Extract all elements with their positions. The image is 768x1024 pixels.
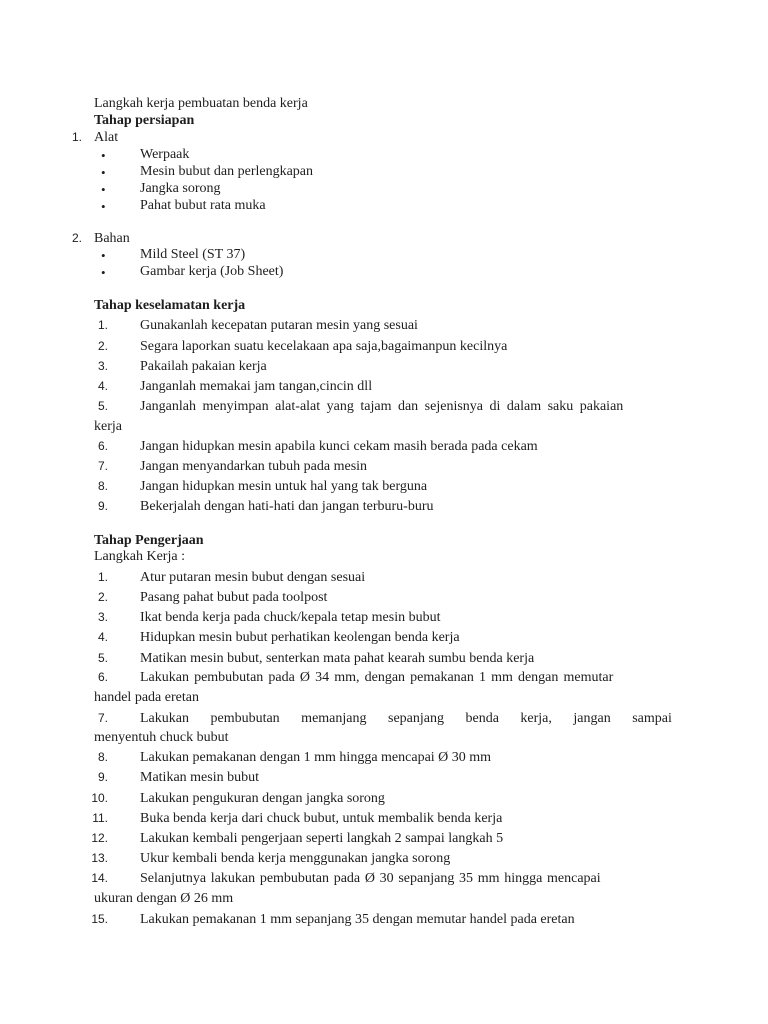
item-number: 5. [97, 399, 108, 413]
list-item: Hidupkan mesin bubut perhatikan keolengan benda kerja [140, 630, 460, 645]
list-item: Bekerjalah dengan hati-hati dan jangan terburu-buru [140, 499, 434, 514]
list-item: Jangan menyandarkan tubuh pada mesin [140, 459, 368, 474]
item-number: 7. [97, 459, 108, 473]
justified-line [140, 398, 676, 415]
list-item: Janganlah memakai jam tangan,cincin dll [140, 379, 373, 394]
intro-line: Langkah kerja pembuatan benda kerja [94, 96, 308, 111]
list-item: Selanjutnya lakukan pembubutan pada Ø 30 sepanjang 35 mm hingga mencapai [140, 871, 601, 886]
item-number: 2. [97, 590, 108, 604]
bullet-icon: • [101, 165, 106, 180]
list-item: Pasang pahat bubut pada toolpost [140, 590, 328, 605]
list-item: Buka benda kerja dari chuck bubut, untuk membalik benda kerja [140, 811, 503, 826]
bullet-icon: • [101, 199, 106, 214]
item-number: 9. [97, 770, 108, 784]
group-number: 1. [71, 130, 82, 144]
item-number: 14. [91, 871, 108, 885]
item-number: 5. [97, 651, 108, 665]
bullet-icon: • [101, 265, 106, 280]
list-item: Jangka sorong [140, 181, 221, 196]
group-title-alat: Alat [94, 130, 119, 145]
list-item: Atur putaran mesin bubut dengan sesuai [140, 570, 366, 585]
subheading-langkah-kerja: Langkah Kerja : [94, 549, 185, 564]
list-item-continuation: ukuran dengan Ø 26 mm [94, 891, 234, 906]
list-item: Werpaak [140, 147, 190, 162]
list-item: Gunakanlah kecepatan putaran mesin yang sesuai [140, 318, 418, 333]
item-number: 2. [97, 339, 108, 353]
list-item-continuation: menyentuh chuck bubut [94, 730, 229, 745]
list-item: Pahat bubut rata muka [140, 198, 266, 213]
list-item: Matikan mesin bubut [140, 770, 259, 785]
list-item: Mesin bubut dan perlengkapan [140, 164, 314, 179]
list-item: Lakukan pembubutan memanjang sepanjang benda kerja, jangan sampai [140, 711, 672, 726]
item-number: 9. [97, 499, 108, 513]
item-number: 11. [92, 811, 108, 825]
list-item-continuation: handel pada eretan [94, 690, 199, 705]
list-item: Ikat benda kerja pada chuck/kepala tetap mesin bubut [140, 610, 441, 625]
item-number: 3. [97, 359, 108, 373]
item-number: 15. [91, 912, 108, 926]
item-number: 3. [97, 610, 108, 624]
list-item: Lakukan pemakanan dengan 1 mm hingga mencapai Ø 30 mm [140, 750, 492, 765]
bullet-icon: • [101, 148, 106, 163]
group-title-bahan: Bahan [94, 231, 130, 246]
list-item: Matikan mesin bubut, senterkan mata pahat kearah sumbu benda kerja [140, 651, 535, 666]
item-number: 7. [97, 711, 108, 725]
section-heading-pengerjaan: Tahap Pengerjaan [94, 533, 204, 548]
item-number: 8. [97, 479, 108, 493]
list-item: Ukur kembali benda kerja menggunakan jangka sorong [140, 851, 451, 866]
item-number: 4. [97, 630, 108, 644]
list-item: Pakailah pakaian kerja [140, 359, 267, 374]
list-item: Jangan hidupkan mesin apabila kunci cekam masih berada pada cekam [140, 439, 538, 454]
section-heading-persiapan: Tahap persiapan [94, 113, 195, 128]
item-number: 13. [91, 851, 108, 865]
item-number: 4. [97, 379, 108, 393]
item-number: 12. [91, 831, 108, 845]
list-item-continuation: kerja [94, 419, 122, 434]
list-item: Lakukan pembubutan pada Ø 34 mm, dengan pemakanan 1 mm dengan memutar [140, 670, 614, 685]
item-number: 6. [97, 439, 108, 453]
list-item: Jangan hidupkan mesin untuk hal yang tak berguna [140, 479, 428, 494]
item-number: 1. [97, 570, 108, 584]
list-item: Lakukan pemakanan 1 mm sepanjang 35 dengan memutar handel pada eretan [140, 912, 575, 927]
group-number: 2. [71, 231, 82, 245]
list-item: Gambar kerja (Job Sheet) [140, 264, 284, 279]
section-heading-keselamatan: Tahap keselamatan kerja [94, 298, 246, 313]
bullet-icon: • [101, 182, 106, 197]
list-item: Segara laporkan suatu kecelakaan apa saja,bagaimanpun kecilnya [140, 339, 508, 354]
item-number: 1. [97, 318, 108, 332]
item-number: 6. [97, 670, 108, 684]
list-item: Lakukan kembali pengerjaan seperti langkah 2 sampai langkah 5 [140, 831, 504, 846]
list-item: Janganlah menyimpan alat-alat yang tajam dan sejenisnya di dalam saku pakaian [140, 399, 624, 414]
item-number: 8. [97, 750, 108, 764]
list-item: Lakukan pengukuran dengan jangka sorong [140, 791, 385, 806]
bullet-icon: • [101, 248, 106, 263]
list-item: Mild Steel (ST 37) [140, 247, 246, 262]
item-number: 10. [91, 791, 108, 805]
